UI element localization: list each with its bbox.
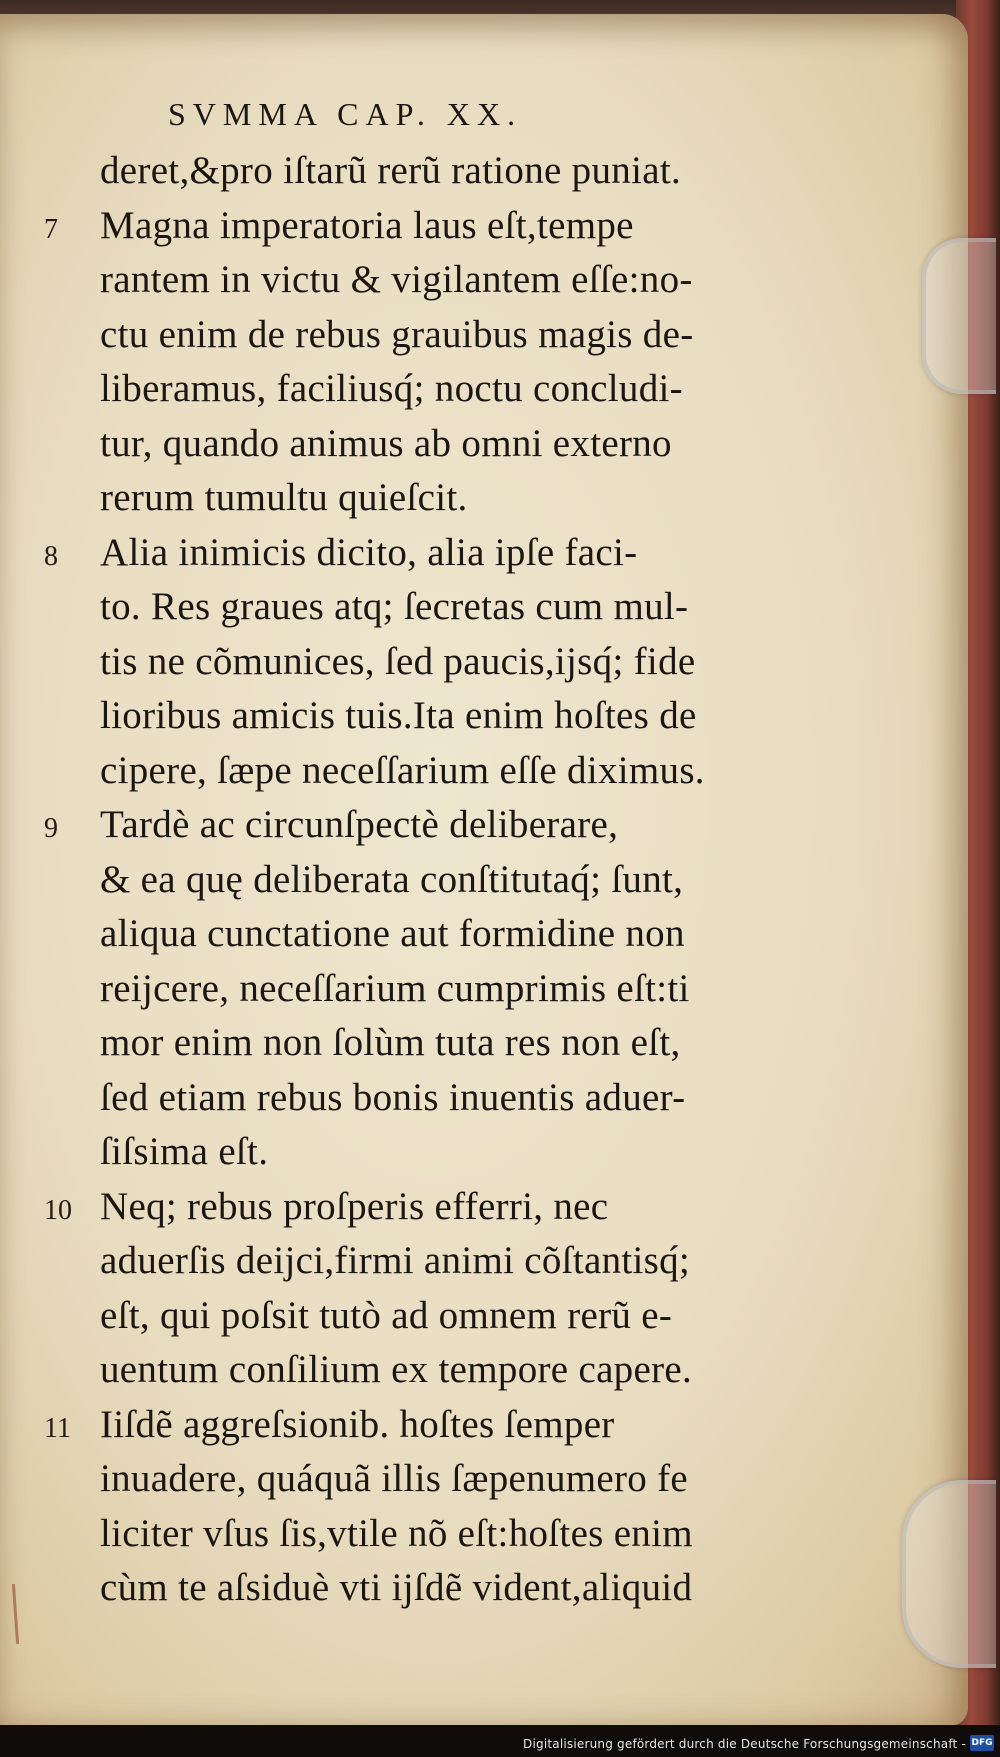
text-line — [44, 584, 764, 639]
line-text: rerum tumultu quieſcit. — [100, 476, 468, 519]
line-text: liberamus, faciliusq́; noctu concludi- — [100, 367, 683, 410]
line-text: Alia inimicis dicito, alia ipſe faci- — [100, 530, 638, 574]
page-clip-upper — [922, 238, 996, 394]
running-head: SVMMA CAP. XX. — [168, 96, 523, 132]
text-line — [44, 911, 764, 966]
line-text: reijcere, neceſſarium cumprimis eſt:ti — [100, 966, 690, 1010]
line-text: aduerſis deijci,firmi animi cõſtantisq́; — [100, 1239, 691, 1282]
text-line — [44, 203, 764, 258]
section-number: 7 — [44, 213, 58, 245]
text-line — [44, 1075, 764, 1130]
line-text: Iiſdẽ aggreſsionib. hoſtes ſemper — [100, 1402, 615, 1446]
text-line — [44, 1129, 764, 1184]
section-number: 11 — [44, 1412, 71, 1444]
text-line — [44, 1402, 764, 1457]
line-text: tis ne cõmunices, ſed paucis,ijsq́; fide — [100, 639, 696, 683]
text-line — [44, 639, 764, 694]
line-text: Magna imperatoria laus eſt,tempe — [100, 203, 634, 247]
dfg-logo: DFG — [970, 1735, 994, 1751]
line-text: aliqua cunctatione aut formidine non — [100, 912, 685, 955]
section-number: 9 — [44, 813, 58, 844]
text-line — [44, 802, 764, 857]
text-line — [44, 312, 764, 367]
line-text: liciter vſus ſis,vtile nõ eſt:hoſtes enim — [100, 1511, 693, 1555]
text-line — [44, 1184, 764, 1239]
text-line — [44, 1293, 764, 1348]
line-text: lioribus amicis tuis.Ita enim hoſtes de — [100, 694, 697, 737]
page-clip-lower — [902, 1480, 996, 1668]
line-text: cùm te aſsiduè vti ijſdẽ vident,aliquid — [100, 1566, 693, 1609]
line-text: ſed etiam rebus bonis inuentis aduer- — [100, 1075, 686, 1119]
text-line — [44, 530, 764, 585]
line-text: Tardè ac circunſpectè deliberare, — [100, 803, 619, 846]
text-line — [44, 1565, 764, 1620]
line-text: ctu enim de rebus grauibus magis de- — [100, 312, 694, 356]
text-line — [44, 748, 764, 803]
text-line — [44, 966, 764, 1021]
text-line — [44, 475, 764, 530]
line-text: eſt, qui poſsit tutò ad omnem rerũ e- — [100, 1293, 673, 1337]
text-line — [44, 1347, 764, 1402]
text-line — [44, 1511, 764, 1566]
text-line — [44, 693, 764, 748]
line-text: rantem in victu & vigilantem eſſe:no- — [100, 258, 693, 301]
section-number: 8 — [44, 540, 58, 572]
line-text: ſiſsima eſt. — [100, 1130, 269, 1173]
digitization-credit: Digitalisierung gefördert durch die Deutsche Forschungsgemeinschaft - — [523, 1737, 966, 1751]
line-text: tur, quando animus ab omni externo — [100, 421, 672, 465]
margin-mark — [12, 1584, 19, 1644]
line-text: uentum conſilium ex tempore capere. — [100, 1348, 693, 1391]
text-line — [44, 366, 764, 421]
line-text: Neq; rebus proſperis efferri, nec — [100, 1184, 609, 1228]
section-number: 10 — [44, 1194, 72, 1226]
text-line — [44, 257, 764, 312]
line-text: mor enim non ſolùm tuta res non eſt, — [100, 1021, 681, 1064]
line-text: & ea quę deliberata conſtitutaq́; ſunt, — [100, 857, 684, 901]
text-block — [44, 148, 764, 1620]
text-line — [44, 421, 764, 476]
text-line — [44, 1020, 764, 1075]
line-text: cipere, ſæpe neceſſarium eſſe diximus. — [100, 748, 705, 792]
line-text: inuadere, quáquã illis ſæpenumero fe — [100, 1457, 689, 1500]
line-text: deret,&pro iſtarũ rerũ ratione puniat. — [100, 149, 682, 192]
line-text: to. Res graues atq; ſecretas cum mul- — [100, 585, 689, 628]
text-line — [44, 148, 764, 203]
text-line — [44, 857, 764, 912]
text-line — [44, 1238, 764, 1293]
text-line — [44, 1456, 764, 1511]
